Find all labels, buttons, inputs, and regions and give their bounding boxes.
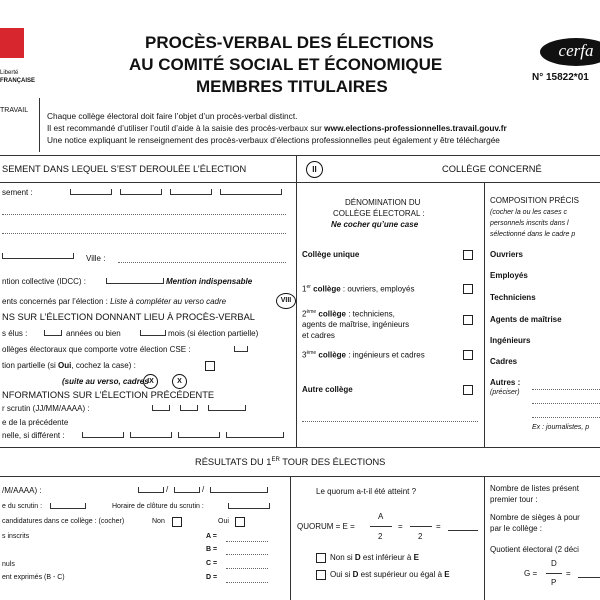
elus-months-field[interactable] bbox=[140, 330, 166, 336]
previous-day-field[interactable] bbox=[152, 405, 170, 411]
previous-election-label: e de la précédente bbox=[2, 418, 69, 427]
g-result-line bbox=[578, 577, 600, 578]
logo-text-liberte: Liberté bbox=[0, 70, 19, 76]
section2-heading: COLLÈGE CONCERNÉ bbox=[442, 164, 542, 174]
address-line-2[interactable] bbox=[2, 232, 286, 234]
college-1-prefix: 1 bbox=[302, 284, 307, 294]
previous-scrutin-label: r scrutin (JJ/MM/AAAA) : bbox=[2, 404, 90, 413]
previous-diff-field-3[interactable] bbox=[178, 432, 220, 438]
colleges-count-field[interactable] bbox=[234, 346, 248, 352]
label-a: A = bbox=[206, 533, 217, 540]
quorum-eq-2: = bbox=[436, 522, 441, 531]
quorum-question: Le quorum a-t-il été atteint ? bbox=[316, 487, 417, 496]
quorum-non-a: Non si bbox=[330, 553, 355, 562]
college-2-prefix: 2 bbox=[302, 309, 307, 319]
field-d[interactable] bbox=[226, 581, 268, 583]
horaire-debut-label: e du scrutin : bbox=[2, 503, 43, 510]
college-3-checkbox[interactable] bbox=[463, 350, 473, 360]
college-2-bold: collège bbox=[316, 309, 346, 319]
logo-text-francaise: FRANÇAISE bbox=[0, 78, 36, 84]
rule-section3-top bbox=[0, 447, 600, 448]
college-3-rest: : ingénieurs et cadres bbox=[345, 350, 425, 360]
agents-line bbox=[2, 297, 226, 306]
compo-preciser: (préciser) bbox=[490, 389, 520, 396]
section1-heading: SEMENT DANS LEQUEL S’EST DEROULÉE L’ÉLECTION bbox=[2, 164, 247, 174]
college-unique-label: Collège unique bbox=[302, 250, 360, 259]
establishment-label: sement : bbox=[2, 188, 33, 197]
quorum-frac-a: A bbox=[378, 512, 384, 521]
compo-autres-line-2[interactable] bbox=[532, 402, 600, 404]
header-note-2 bbox=[47, 123, 507, 133]
partielle-label-end: , cochez la case) : bbox=[71, 361, 136, 370]
elus-months-label: mois (si élection partielle) bbox=[168, 329, 259, 338]
city-field[interactable] bbox=[118, 261, 286, 263]
postal-code-field[interactable] bbox=[2, 253, 74, 259]
candidatures-non-label: Non bbox=[152, 518, 165, 525]
quorum-non-d: E bbox=[413, 553, 419, 562]
composition-title: COMPOSITION PRÉCIS bbox=[490, 196, 579, 205]
colleges-count-label: ollèges électoraux que comporte votre élection CSE : bbox=[2, 345, 191, 354]
partielle-line bbox=[2, 361, 136, 370]
section3-heading-b: TOUR DES ÉLECTIONS bbox=[279, 457, 386, 468]
city-label: Ville : bbox=[86, 254, 106, 263]
g-frac-bar bbox=[546, 573, 562, 574]
previous-month-field[interactable] bbox=[180, 405, 198, 411]
compo-autres: Autres : bbox=[490, 378, 521, 387]
composition-hint-1: (cocher la ou les cases c bbox=[490, 209, 568, 216]
horaire-fin-label: Horaire de clôture du scrutin : bbox=[112, 503, 204, 510]
quorum-frac-2a: 2 bbox=[378, 532, 383, 541]
section1-heading3: NFORMATIONS SUR L’ÉLECTION PRÉCÉDENTE bbox=[2, 390, 215, 400]
denomination-hint: Ne cocher qu’une case bbox=[331, 220, 419, 229]
quorum-oui-b: D bbox=[352, 570, 359, 579]
logo-text-travail: TRAVAIL bbox=[0, 107, 29, 114]
candidatures-oui-checkbox[interactable] bbox=[235, 517, 245, 527]
previous-diff-field-4[interactable] bbox=[226, 432, 284, 438]
g-frac-d: D bbox=[551, 559, 557, 568]
elus-label: s élus : bbox=[2, 329, 28, 338]
college-2-line3: et cadres bbox=[302, 331, 335, 340]
college-unique-checkbox[interactable] bbox=[463, 250, 473, 260]
roman-viii-badge: VIII bbox=[276, 293, 296, 309]
logo-block bbox=[0, 28, 24, 58]
compo-ouvriers[interactable]: Ouvriers bbox=[490, 250, 523, 259]
vote-date-label: /M/AAAA) : bbox=[2, 486, 42, 495]
candidatures-label: candidatures dans ce collège : (cocher) bbox=[2, 518, 125, 525]
cerfa-number: N° 15822*01 bbox=[532, 72, 589, 83]
horaire-fin-field[interactable] bbox=[228, 503, 270, 509]
idcc-field[interactable] bbox=[106, 278, 164, 284]
college-1-sup: er bbox=[306, 284, 311, 290]
siret-field-3[interactable] bbox=[170, 189, 212, 195]
quorum-oui-a: Oui si bbox=[330, 570, 353, 579]
vote-month-field[interactable] bbox=[174, 487, 200, 493]
header-note-2-text: Il est recommandé d’utiliser l’outil d’aide à la saisie des procès-verbaux sur bbox=[47, 123, 325, 133]
g-eq: = bbox=[566, 569, 571, 578]
college-1-bold: collège bbox=[310, 284, 341, 294]
cerfa-logo bbox=[540, 38, 600, 66]
section3-heading bbox=[195, 457, 385, 467]
date-sep-2: / bbox=[202, 485, 205, 494]
roman-x-badge: X bbox=[172, 374, 187, 389]
roman-ii-badge: II bbox=[306, 161, 323, 178]
quorum-non-b: D bbox=[354, 553, 361, 562]
elus-years-label: années ou bien bbox=[66, 329, 121, 338]
quorum-frac-2b: 2 bbox=[418, 532, 423, 541]
idcc-mention: Mention indispensable bbox=[166, 277, 253, 286]
autre-college-field[interactable] bbox=[302, 420, 478, 422]
siret-field-4[interactable] bbox=[220, 189, 282, 195]
denomination-title-2: COLLÈGE ÉLECTORAL : bbox=[333, 209, 425, 218]
field-b[interactable] bbox=[226, 553, 268, 555]
nb-listes-label-2: premier tour : bbox=[490, 495, 538, 504]
college-3-prefix: 3 bbox=[302, 350, 307, 360]
previous-different-label: nelle, si différent : bbox=[2, 431, 65, 440]
inscrits-label: s inscrits bbox=[2, 533, 30, 540]
label-b: B = bbox=[206, 546, 218, 553]
partielle-checkbox[interactable] bbox=[205, 361, 215, 371]
page-title-line3: MEMBRES TITULAIRES bbox=[196, 77, 388, 96]
exprimes-label: ent exprimés (B - C) bbox=[2, 574, 65, 581]
quorum-oui-d: E bbox=[444, 570, 450, 579]
section3-heading-a: RÉSULTATS DU 1 bbox=[195, 457, 272, 468]
rule-top-section bbox=[0, 155, 600, 156]
college-3-sup: ème bbox=[306, 350, 317, 356]
agents-label: ents concernés par l’élection : bbox=[2, 297, 111, 306]
college-3-label bbox=[302, 350, 425, 360]
rule-s3-split1 bbox=[290, 476, 291, 600]
idcc-label: ntion collective (IDCC) : bbox=[2, 277, 87, 286]
nb-listes-label-1: Nombre de listes présent bbox=[490, 484, 579, 493]
compo-cadres[interactable]: Cadres bbox=[490, 357, 518, 366]
field-a[interactable] bbox=[226, 540, 268, 542]
college-1-checkbox[interactable] bbox=[463, 284, 473, 294]
previous-year-field[interactable] bbox=[208, 405, 246, 411]
siret-field-1[interactable] bbox=[70, 189, 112, 195]
denomination-title-1: DÉNOMINATION DU bbox=[345, 198, 421, 207]
college-1-rest: : ouvriers, employés bbox=[340, 284, 415, 294]
candidatures-oui-label: Oui bbox=[218, 518, 229, 525]
website-link[interactable]: www.elections-professionnelles.travail.gouv.fr bbox=[324, 123, 507, 133]
header-note-3: Une notice expliquant le renseignement des procès-verbaux d’élections professionnelles peut également y être téléchargée bbox=[47, 135, 500, 145]
section1-heading2: NS SUR L’ÉLECTION DONNANT LIEU À PROCÈS-VERBAL bbox=[2, 312, 255, 322]
quorum-frac-bar-2 bbox=[410, 526, 432, 527]
quorum-oui-checkbox[interactable] bbox=[316, 570, 326, 580]
section3-heading-sup: ER bbox=[271, 457, 280, 463]
composition-hint-3: sélectionné dans le cadre p bbox=[490, 231, 576, 238]
college-2-rest: : techniciens, bbox=[345, 309, 395, 319]
quorum-frac-bar-1 bbox=[370, 526, 392, 527]
nuls-label: nuls bbox=[2, 561, 15, 568]
elus-years-field[interactable] bbox=[44, 330, 62, 336]
candidatures-non-checkbox[interactable] bbox=[172, 517, 182, 527]
page-title-line1: PROCÈS-VERBAL DES ÉLECTIONS bbox=[145, 33, 434, 52]
autre-college-label: Autre collège bbox=[302, 385, 353, 394]
rule-under-headings bbox=[0, 182, 600, 183]
college-1-label bbox=[302, 284, 415, 294]
college-2-sup: ème bbox=[306, 309, 317, 315]
g-frac-p: P bbox=[551, 578, 557, 587]
compo-techniciens[interactable]: Techniciens bbox=[490, 293, 536, 302]
roman-ix-badge: IX bbox=[143, 374, 158, 389]
suite-verso-text: (suite au verso, cadres bbox=[62, 377, 149, 386]
quorum-non-label bbox=[330, 553, 419, 562]
quorum-non-c: est inférieur à bbox=[360, 553, 414, 562]
partielle-label: tion partielle (si bbox=[2, 361, 59, 370]
compo-agents-maitrise[interactable]: Agents de maîtrise bbox=[490, 315, 562, 324]
quorum-label: QUORUM = E = bbox=[297, 522, 355, 531]
quorum-eq: = bbox=[398, 522, 403, 531]
composition-hint-2: personnels inscrits dans l bbox=[490, 220, 569, 227]
nb-sieges-label-1: Nombre de sièges à pour bbox=[490, 513, 580, 522]
agents-hint: Liste à compléter au verso cadre bbox=[110, 297, 227, 306]
previous-diff-field-2[interactable] bbox=[130, 432, 172, 438]
g-label: G = bbox=[524, 569, 538, 578]
compo-autres-line-3[interactable] bbox=[532, 416, 600, 418]
compo-employes[interactable]: Employés bbox=[490, 271, 528, 280]
page-title-line2: AU COMITÉ SOCIAL ET ÉCONOMIQUE bbox=[129, 55, 443, 74]
college-2-line2: agents de maîtrise, ingénieurs bbox=[302, 320, 410, 329]
quotient-label: Quotient électoral (2 déci bbox=[490, 545, 579, 554]
rule-s3-split2 bbox=[484, 476, 485, 600]
rule-col-split-right bbox=[484, 182, 485, 447]
siret-field-2[interactable] bbox=[120, 189, 162, 195]
college-3-bold: collège bbox=[316, 350, 346, 360]
cerfa-logo-text: cerfa bbox=[558, 41, 594, 60]
nb-sieges-label-2: par le collège : bbox=[490, 524, 543, 533]
vote-year-field[interactable] bbox=[210, 487, 268, 493]
vote-day-field[interactable] bbox=[138, 487, 164, 493]
autre-college-checkbox[interactable] bbox=[463, 385, 473, 395]
quorum-oui-label bbox=[330, 570, 450, 579]
logo-divider bbox=[39, 98, 40, 152]
field-c[interactable] bbox=[226, 567, 268, 569]
date-sep-1: / bbox=[166, 485, 169, 494]
horaire-debut-field[interactable] bbox=[50, 503, 86, 509]
quorum-non-checkbox[interactable] bbox=[316, 553, 326, 563]
label-d: D = bbox=[206, 574, 218, 581]
partielle-oui: Oui bbox=[58, 361, 72, 370]
quorum-result-line bbox=[448, 530, 478, 531]
rule-col-split bbox=[296, 155, 297, 447]
compo-example: Ex : journalistes, p bbox=[532, 424, 590, 431]
header-note-1: Chaque collège électoral doit faire l’objet d’un procès-verbal distinct. bbox=[47, 111, 298, 121]
address-line-1[interactable] bbox=[2, 213, 286, 215]
compo-autres-line-1[interactable] bbox=[532, 388, 600, 390]
previous-diff-field-1[interactable] bbox=[82, 432, 124, 438]
rule-section3-under bbox=[0, 476, 600, 477]
quorum-oui-c: est supérieur ou égal à bbox=[358, 570, 445, 579]
college-2-label bbox=[302, 309, 395, 319]
label-c: C = bbox=[206, 560, 218, 567]
college-2-checkbox[interactable] bbox=[463, 315, 473, 325]
compo-ingenieurs[interactable]: Ingénieurs bbox=[490, 336, 531, 345]
